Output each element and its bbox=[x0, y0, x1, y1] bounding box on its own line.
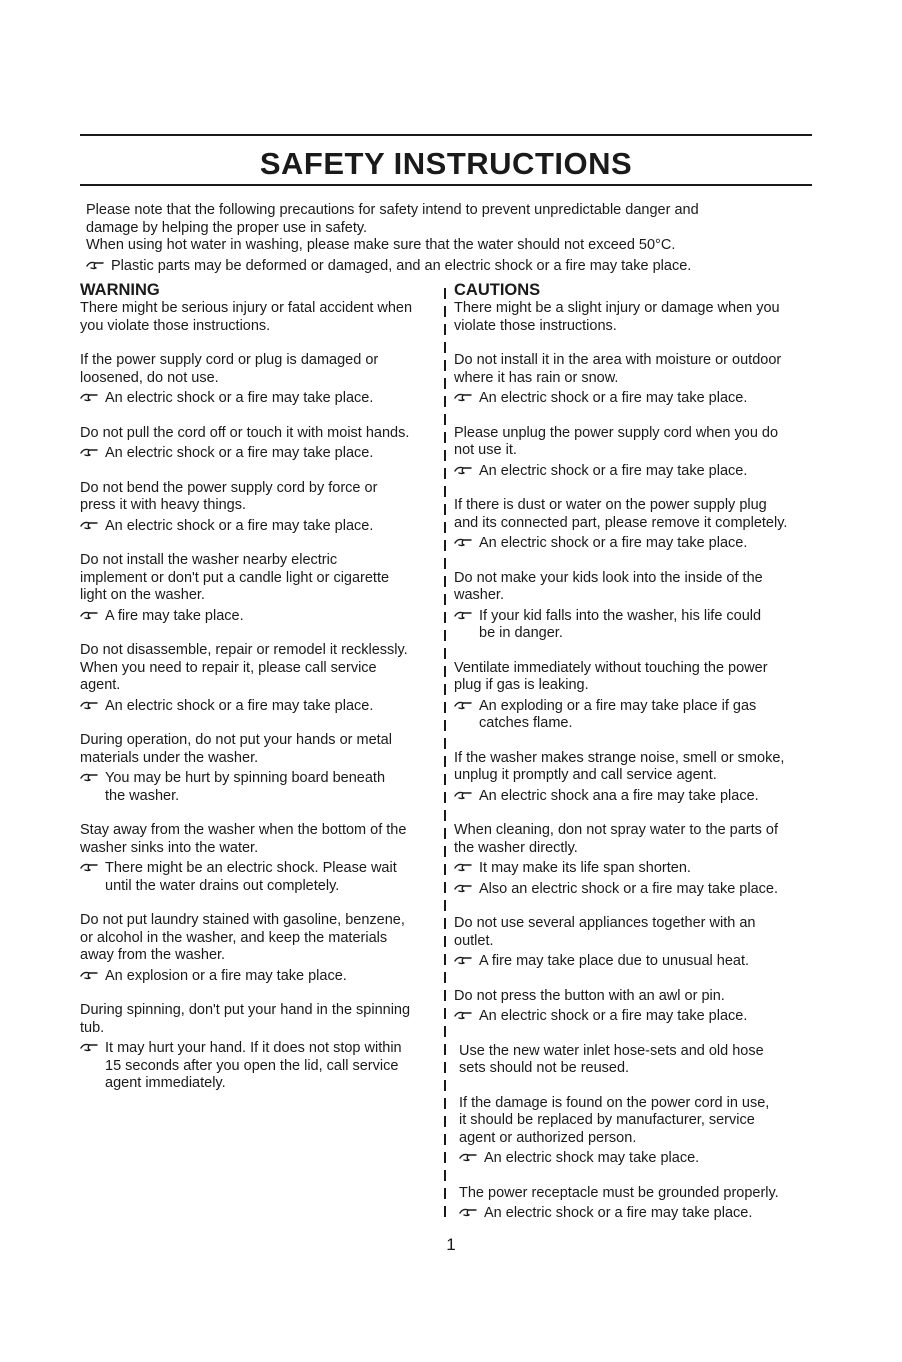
caution-item-text: If there is dust or water on the power supply plug bbox=[454, 497, 767, 513]
caution-item-text: When cleaning, don not spray water to the parts of bbox=[454, 822, 779, 838]
warning-item-text: light on the washer. bbox=[80, 587, 205, 603]
warning-note-text: agent immediately. bbox=[105, 1075, 226, 1091]
warning-note-text: the washer. bbox=[105, 787, 180, 804]
caution-item-text: plug if gas is leaking. bbox=[454, 677, 589, 693]
pointing-hand-icon bbox=[80, 861, 98, 873]
caution-item-text: and its connected part, please remove it completely. bbox=[454, 514, 788, 531]
pointing-hand-icon bbox=[80, 699, 98, 711]
warning-item-text: Do not disassemble, repair or remodel it recklessly. bbox=[80, 642, 408, 658]
warning-item-text: When you need to repair it, please call service bbox=[80, 659, 377, 676]
caution-item-note bbox=[454, 953, 826, 971]
caution-note-text: An electric shock or a fire may take place. bbox=[479, 462, 748, 479]
pointing-hand-icon bbox=[454, 789, 472, 801]
warning-item-text: agent. bbox=[80, 677, 121, 693]
caution-item-note bbox=[454, 1008, 826, 1026]
caution-item-note bbox=[454, 881, 826, 899]
warning-note-text: An electric shock or a fire may take place. bbox=[105, 445, 374, 461]
caution-note-text: An exploding or a fire may take place if gas bbox=[479, 697, 757, 714]
column-divider bbox=[444, 288, 446, 1223]
warning-item bbox=[80, 480, 442, 536]
warning-item bbox=[80, 732, 442, 805]
warning-item bbox=[80, 642, 442, 715]
caution-note-text: An electric shock or a fire may take place. bbox=[479, 390, 748, 406]
caution-note-text: An electric shock or a fire may take place. bbox=[484, 1205, 753, 1221]
caution-item bbox=[454, 1185, 826, 1223]
pointing-hand-icon bbox=[454, 699, 472, 711]
pointing-hand-icon bbox=[80, 391, 98, 403]
caution-item bbox=[454, 915, 826, 971]
warning-item-text: materials under the washer. bbox=[80, 749, 259, 766]
caution-item-text: Do not use several appliances together with an bbox=[454, 915, 756, 931]
warning-note-text: An electric shock or a fire may take place. bbox=[105, 390, 374, 406]
caution-item-note bbox=[454, 698, 826, 733]
caution-item-text: not use it. bbox=[454, 442, 517, 458]
warning-item-text: implement or don't put a candle light or cigarette bbox=[80, 569, 390, 586]
caution-item bbox=[454, 570, 826, 643]
intro-line: When using hot water in washing, please make sure that the water should not exceed 50°C. bbox=[86, 237, 676, 253]
warning-item-text: away from the washer. bbox=[80, 947, 226, 963]
warning-item-text: press it with heavy things. bbox=[80, 497, 247, 513]
pointing-hand-icon bbox=[80, 771, 98, 783]
pointing-hand-icon bbox=[454, 861, 472, 873]
caution-item-text: it should be replaced by manufacturer, service bbox=[459, 1112, 755, 1128]
intro-paragraph bbox=[86, 202, 806, 275]
caution-item-text: Do not install it in the area with moisture or outdoor bbox=[454, 352, 782, 368]
caution-item-text: Do not press the button with an awl or pin. bbox=[454, 987, 725, 1004]
warning-item bbox=[80, 552, 442, 625]
warning-item bbox=[80, 1002, 442, 1093]
pointing-hand-icon bbox=[454, 954, 472, 966]
warning-item-note bbox=[80, 968, 442, 986]
intro-note-text: Plastic parts may be deformed or damaged, and an electric shock or a fire may take place. bbox=[111, 257, 692, 274]
caution-note-text: Also an electric shock or a fire may take place. bbox=[479, 880, 778, 897]
warning-item-text: Do not pull the cord off or touch it with moist hands. bbox=[80, 424, 410, 441]
warning-note-text: There might be an electric shock. Please wait bbox=[105, 860, 397, 876]
caution-intro bbox=[454, 300, 826, 335]
caution-item-note bbox=[454, 390, 826, 408]
warning-note-text: You may be hurt by spinning board beneath bbox=[105, 770, 386, 786]
caution-item bbox=[454, 988, 826, 1026]
pointing-hand-icon bbox=[454, 536, 472, 548]
warning-item-text: Do not bend the power supply cord by force or bbox=[80, 479, 378, 496]
caution-item-text: washer. bbox=[454, 587, 504, 603]
caution-item-note bbox=[454, 860, 826, 878]
warning-item-text: loosened, do not use. bbox=[80, 369, 219, 386]
warning-note-text: An electric shock or a fire may take place. bbox=[105, 697, 374, 714]
warning-note-text: until the water drains out completely. bbox=[105, 877, 340, 894]
warning-item bbox=[80, 912, 442, 985]
caution-note-text: It may make its life span shorten. bbox=[479, 860, 691, 876]
warning-column bbox=[80, 280, 442, 1093]
pointing-hand-icon bbox=[80, 609, 98, 621]
caution-note-text: catches flame. bbox=[479, 715, 573, 731]
pointing-hand-icon bbox=[80, 519, 98, 531]
caution-note-text: An electric shock or a fire may take place. bbox=[479, 1008, 748, 1024]
caution-note-text: An electric shock may take place. bbox=[484, 1150, 700, 1166]
warning-item-text: or alcohol in the washer, and keep the materials bbox=[80, 929, 388, 946]
warning-item-note bbox=[80, 390, 442, 408]
caution-item bbox=[454, 352, 826, 408]
caution-note-text: If your kid falls into the washer, his life could bbox=[479, 607, 762, 624]
pointing-hand-icon bbox=[454, 464, 472, 476]
caution-item bbox=[454, 822, 826, 898]
pointing-hand-icon bbox=[80, 446, 98, 458]
pointing-hand-icon bbox=[459, 1151, 477, 1163]
pointing-hand-icon bbox=[454, 609, 472, 621]
warning-item-text: Do not install the washer nearby electric bbox=[80, 552, 338, 568]
caution-note-text: A fire may take place due to unusual heat. bbox=[479, 953, 750, 969]
caution-heading: CAUTIONS bbox=[454, 281, 541, 299]
page-title: SAFETY INSTRUCTIONS bbox=[259, 146, 633, 181]
warning-note-text: An electric shock or a fire may take place. bbox=[105, 517, 374, 534]
caution-item-note bbox=[459, 1150, 826, 1168]
warning-item-note bbox=[80, 518, 442, 536]
warning-item bbox=[80, 822, 442, 895]
intro-line: damage by helping the proper use in safety. bbox=[86, 219, 368, 236]
caution-item-note bbox=[454, 608, 826, 643]
caution-item-text: outlet. bbox=[454, 932, 494, 949]
caution-item-text: If the washer makes strange noise, smell or smoke, bbox=[454, 749, 785, 766]
warning-item-text: washer sinks into the water. bbox=[80, 839, 259, 856]
caution-item-text: The power receptacle must be grounded properly. bbox=[459, 1184, 779, 1201]
caution-item-text: Use the new water inlet hose-sets and old hose bbox=[459, 1042, 764, 1059]
caution-item bbox=[454, 1095, 826, 1168]
caution-intro-line: violate those instructions. bbox=[454, 317, 617, 334]
intro-note bbox=[86, 258, 806, 276]
warning-item-note bbox=[80, 445, 442, 463]
warning-item-text: Do not put laundry stained with gasoline, benzene, bbox=[80, 912, 405, 928]
caution-item-text: If the damage is found on the power cord in use, bbox=[459, 1094, 770, 1111]
warning-note-text: An explosion or a fire may take place. bbox=[105, 967, 347, 984]
caution-item bbox=[454, 750, 826, 806]
caution-intro-line: There might be a slight injury or damage when you bbox=[454, 300, 780, 316]
warning-note-text: A fire may take place. bbox=[105, 607, 244, 624]
caution-item bbox=[454, 660, 826, 733]
caution-note-text: An electric shock ana a fire may take place. bbox=[479, 787, 759, 804]
caution-item-note bbox=[454, 788, 826, 806]
intro-line: Please note that the following precautions for safety intend to prevent unpredictable danger and bbox=[86, 202, 699, 218]
caution-item-text: Please unplug the power supply cord when you do bbox=[454, 424, 779, 441]
caution-item-note bbox=[454, 535, 826, 553]
warning-item-text: tub. bbox=[80, 1019, 105, 1036]
warning-heading: WARNING bbox=[80, 281, 160, 299]
warning-item bbox=[80, 352, 442, 408]
caution-item-note bbox=[454, 463, 826, 481]
warning-item-text: During spinning, don't put your hand in the spinning bbox=[80, 1002, 411, 1018]
warning-intro bbox=[80, 300, 442, 335]
caution-item bbox=[454, 425, 826, 481]
warning-item-text: If the power supply cord or plug is damaged or bbox=[80, 352, 379, 368]
caution-item-text: unplug it promptly and call service agent. bbox=[454, 767, 717, 783]
warning-intro-line: you violate those instructions. bbox=[80, 317, 271, 334]
caution-item-text: Do not make your kids look into the inside of the bbox=[454, 569, 763, 586]
warning-item-text: During operation, do not put your hands or metal bbox=[80, 732, 392, 748]
pointing-hand-icon bbox=[80, 1041, 98, 1053]
warning-item-note bbox=[80, 608, 442, 626]
warning-item-note bbox=[80, 770, 442, 805]
warning-item bbox=[80, 425, 442, 463]
caution-note-text: be in danger. bbox=[479, 625, 563, 641]
pointing-hand-icon bbox=[86, 259, 104, 271]
pointing-hand-icon bbox=[80, 969, 98, 981]
warning-intro-line: There might be serious injury or fatal accident when bbox=[80, 300, 413, 316]
warning-item-text: Stay away from the washer when the bottom of the bbox=[80, 822, 407, 838]
warning-item-note bbox=[80, 698, 442, 716]
caution-item-text: the washer directly. bbox=[454, 839, 578, 856]
pointing-hand-icon bbox=[459, 1206, 477, 1218]
warning-item-note bbox=[80, 1040, 442, 1093]
caution-item-text: where it has rain or snow. bbox=[454, 369, 619, 386]
warning-note-text: 15 seconds after you open the lid, call service bbox=[105, 1057, 399, 1074]
top-rule bbox=[80, 134, 812, 136]
pointing-hand-icon bbox=[454, 882, 472, 894]
caution-item-text: sets should not be reused. bbox=[459, 1060, 630, 1076]
caution-item bbox=[454, 1043, 826, 1078]
pointing-hand-icon bbox=[454, 391, 472, 403]
caution-item-text: agent or authorized person. bbox=[459, 1129, 637, 1146]
page-number: 1 bbox=[446, 1235, 456, 1254]
cautions-column bbox=[454, 280, 826, 1223]
title-bottom-rule bbox=[80, 184, 812, 186]
caution-item bbox=[454, 497, 826, 553]
caution-item-text: Ventilate immediately without touching the power bbox=[454, 659, 768, 676]
warning-item-note bbox=[80, 860, 442, 895]
warning-note-text: It may hurt your hand. If it does not stop within bbox=[105, 1040, 402, 1056]
caution-item-note bbox=[459, 1205, 826, 1223]
pointing-hand-icon bbox=[454, 1009, 472, 1021]
caution-note-text: An electric shock or a fire may take place. bbox=[479, 535, 748, 551]
